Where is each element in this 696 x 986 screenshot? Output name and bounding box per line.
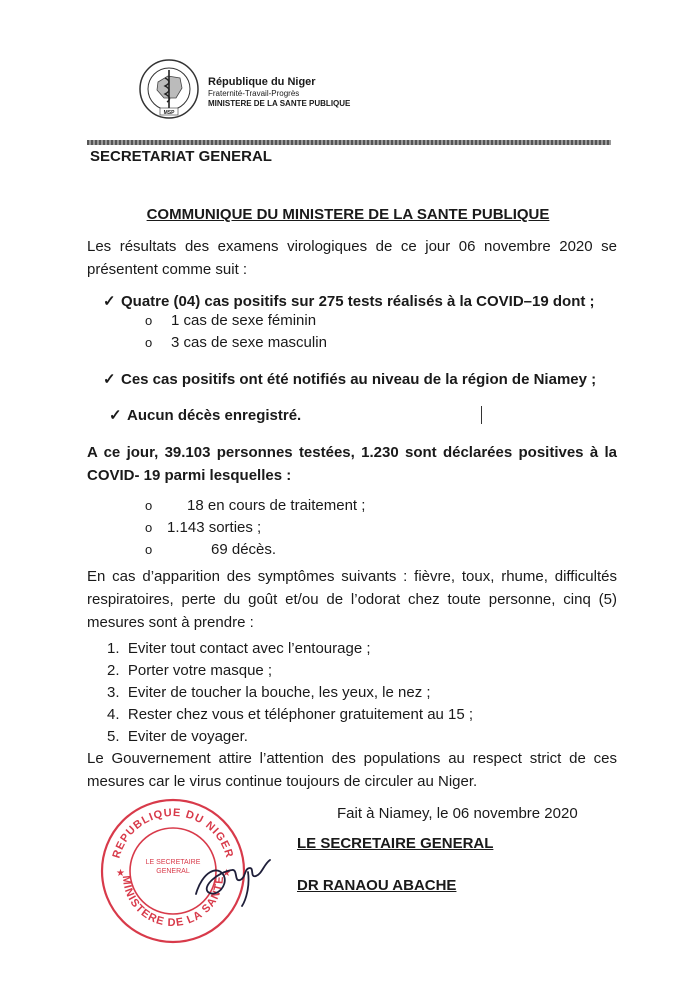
official-stamp-icon: REPUBLIQUE DU NIGER MINISTERE DE LA SANTE ★ ★ LE SECRETAIRE GENERAL [98, 796, 248, 946]
sub-item-text: 3 cas de sexe masculin [171, 334, 327, 351]
ministry-name: MINISTERE DE LA SANTE PUBLIQUE [208, 99, 351, 108]
circle-bullet-icon: o [145, 542, 153, 557]
intro-paragraph: Les résultats des examens virologiques de ce jour 06 novembre 2020 se présentent comme suit : [87, 238, 617, 278]
circle-bullet-icon: o [145, 520, 153, 535]
measure-text: Eviter de toucher la bouche, les yeux, le nez ; [127, 684, 431, 701]
check-item-3 [109, 404, 301, 427]
header-block [208, 76, 350, 109]
sub-item-text: 18 en cours de traitement ; [187, 497, 366, 514]
list-item [145, 332, 327, 354]
circle-bullet-icon: o [145, 335, 153, 350]
ministry-logo [138, 58, 200, 120]
government-paragraph: Le Gouvernement attire l’attention des populations au respect strict de ces mesures car le virus continue toujours de circuler au Niger. [87, 750, 617, 790]
svg-text:★: ★ [222, 868, 231, 879]
list-item: 2. Porter votre masque ; [107, 662, 273, 679]
check-item-1-text: Quatre (04) cas positifs sur 275 tests réalisés à la COVID–19 dont ; [121, 293, 595, 310]
totals-paragraph: A ce jour, 39.103 personnes testées, 1.230 sont déclarées positives à la COVID- 19 parmi lesquelles : [87, 444, 617, 484]
measure-text: Rester chez vous et téléphoner gratuitement au 15 ; [127, 706, 474, 723]
sub-item-text: 1 cas de sexe féminin [171, 312, 317, 329]
sub-list-sex [145, 310, 327, 354]
svg-text:MINISTERE DE LA SANTE: MINISTERE DE LA SANTE [119, 874, 227, 930]
circle-bullet-icon: o [145, 313, 153, 328]
check-item-2 [103, 368, 596, 391]
sub-item-text: 69 décès. [211, 541, 277, 558]
list-item: 5. Eviter de voyager. [107, 728, 248, 745]
checkmark-icon: ✓ [103, 293, 116, 310]
secretariat-label: SECRETARIAT GENERAL [90, 148, 272, 165]
stray-mark [481, 406, 485, 424]
signatory-title: LE SECRETAIRE GENERAL [297, 835, 494, 852]
symptoms-paragraph: En cas d’apparition des symptômes suivants : fièvre, toux, rhume, difficultés respiratoires, perte du goût et/ou de l’odorat chez toute personne, cinq (5) mesures sont à prendre : [87, 568, 617, 631]
sub-item-text: 1.143 sorties ; [167, 519, 262, 536]
national-motto: Fraternité-Travail-Progrès [208, 89, 300, 98]
check-item-2-text: Ces cas positifs ont été notifiés au niveau de la région de Niamey ; [121, 371, 597, 388]
measure-text: Porter votre masque ; [127, 662, 273, 679]
list-item: 3. Eviter de toucher la bouche, les yeux, le nez ; [107, 684, 431, 701]
place-date: Fait à Niamey, le 06 novembre 2020 [337, 805, 578, 822]
list-item: 1. Eviter tout contact avec l’entourage ; [107, 640, 371, 657]
sub-list-totals [145, 495, 365, 561]
measures-list [107, 638, 473, 748]
list-item [145, 539, 365, 561]
checkmark-icon: ✓ [103, 371, 116, 388]
communique-title: COMMUNIQUE DU MINISTERE DE LA SANTE PUBLIQUE [146, 206, 550, 223]
list-item [145, 310, 327, 332]
measure-text: Eviter de voyager. [127, 728, 248, 745]
circle-bullet-icon: o [145, 498, 153, 513]
checkmark-icon: ✓ [109, 407, 122, 424]
country-name: République du Niger [208, 76, 316, 88]
handwritten-signature-icon [188, 842, 278, 912]
signatory-name: DR RANAOU ABACHE [297, 877, 457, 894]
list-item [145, 495, 365, 517]
logo-text: MSP [163, 110, 175, 116]
svg-text:★: ★ [116, 868, 125, 879]
svg-text:REPUBLIQUE DU NIGER: REPUBLIQUE DU NIGER [110, 806, 236, 860]
measure-text: Eviter tout contact avec l’entourage ; [127, 640, 371, 657]
list-item: 4. Rester chez vous et téléphoner gratuitement au 15 ; [107, 706, 474, 723]
header-rule [87, 140, 611, 145]
check-item-3-text: Aucun décès enregistré. [127, 407, 302, 424]
list-item [145, 517, 365, 539]
